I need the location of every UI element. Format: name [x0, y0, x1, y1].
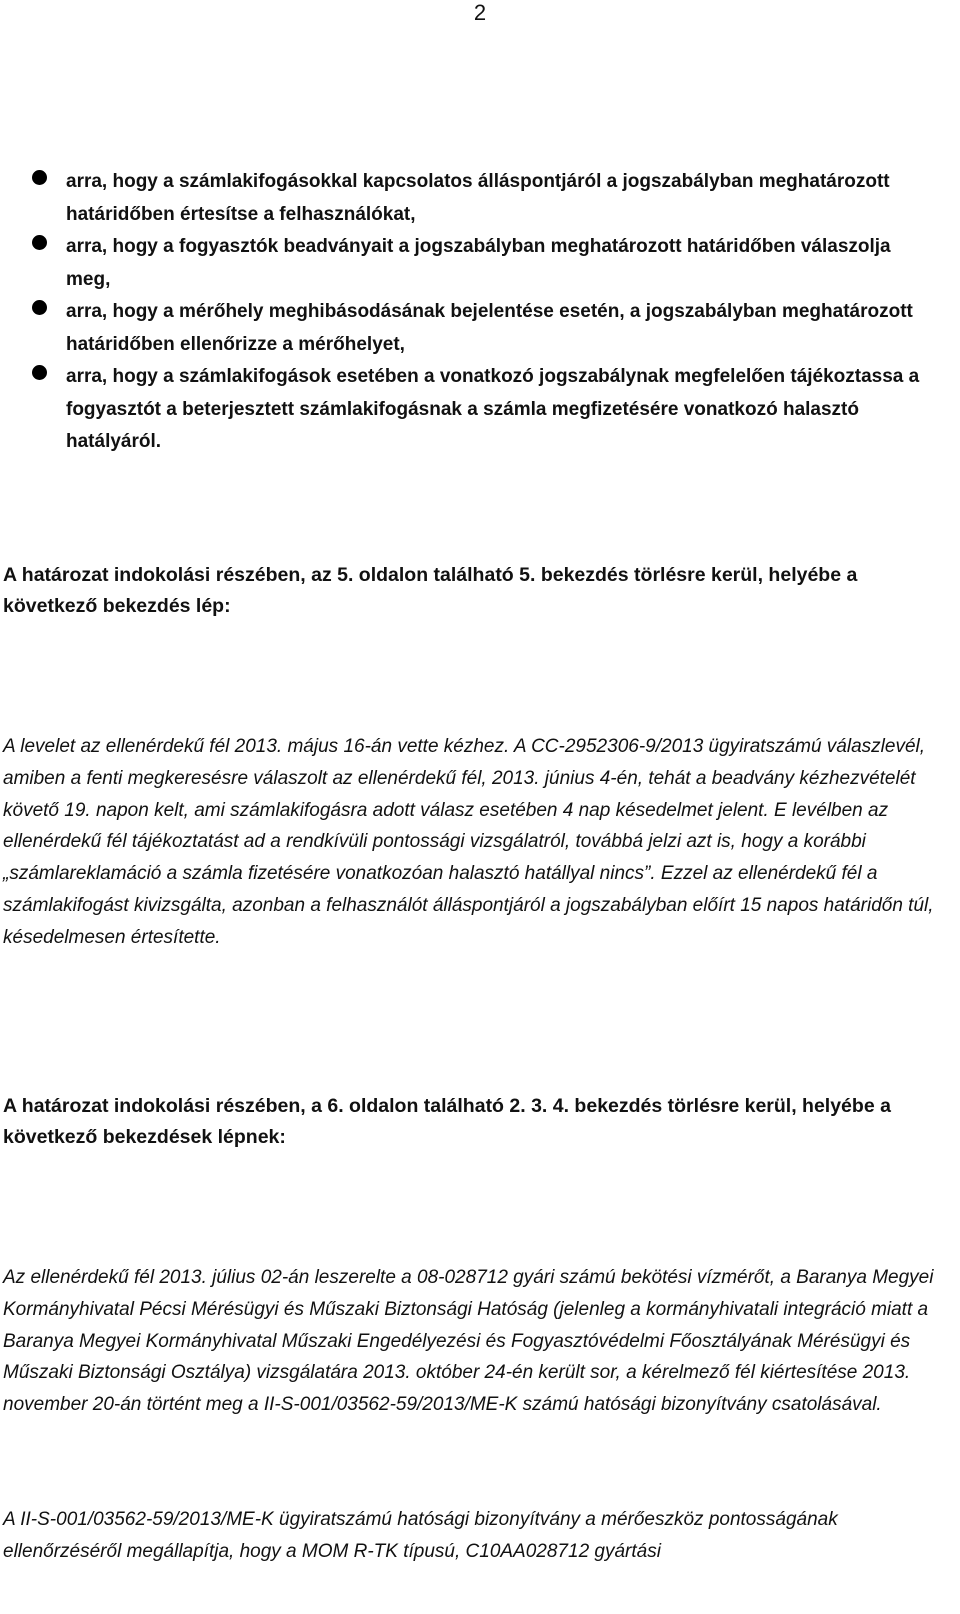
bullet-text: arra, hogy a számlakifogások esetében a vonatkozó jogszabálynak megfelelően tájékoztassa a fogyasztót a beterjesztett számlakifogásnak a számla megfizetésére vonatkozó halasztó hatályáról. [66, 366, 920, 452]
paragraph-3: A II-S-001/03562-59/2013/ME-K ügyiratszámú hatósági bizonyítvány a mérőeszköz pontosságának ellenőrzéséről megállapítja, hogy a MOM R-TK típusú, C10AA028712 gyártási [3, 1509, 838, 1562]
bullet-text: arra, hogy a számlakifogásokkal kapcsolatos álláspontjáról a jogszabályban meghatározott határidőben értesítse a felhasználókat, [66, 171, 890, 225]
section-heading-2: A határozat indokolási részében, a 6. oldalon található 2. 3. 4. bekezdés törlésre kerül, helyébe a következő bekezdések lépnek: [3, 1095, 891, 1148]
list-item [0, 296, 960, 361]
section-heading-1: A határozat indokolási részében, az 5. oldalon található 5. bekezdés törlésre kerül, helyébe a következő bekezdés lép: [3, 564, 858, 617]
list-item [0, 361, 960, 459]
bullet-icon [32, 300, 47, 315]
bullet-icon [32, 235, 47, 250]
bullet-icon [32, 170, 47, 185]
page-number: 2 [473, 0, 487, 25]
bullet-icon [32, 365, 47, 380]
bullet-text: arra, hogy a mérőhely meghibásodásának bejelentése esetén, a jogszabályban meghatározott határidőben ellenőrizze a mérőhelyet, [66, 301, 913, 355]
paragraph-1: A levelet az ellenérdekű fél 2013. május 16-án vette kézhez. A CC-2952306-9/2013 ügyiratszámú válaszlevél, amiben a fenti megkeresésre válaszolt az ellenérdekű fél, 2013. június 4-én, tehát a beadvány kézhezvételét követő 19. napon kelt, ami számlakifogásra adott válasz esetében 4 nap késedelmet jelent. E levélben az ellenérdekű fél tájékoztatást ad a rendkívüli pontossági vizsgálatról, továbbá jelzi azt is, hogy a korábbi „számlareklamáció a számla fizetésére vonatkozóan halasztó hatállyal nincs”. Ezzel az ellenérdekű fél a számlakifogást kivizsgálta, azonban a felhasználót álláspontjáról a jogszabályban előírt 15 napos határidőn túl, késedelmesen értesítette. [3, 736, 934, 948]
bullet-text: arra, hogy a fogyasztók beadványait a jogszabályban meghatározott határidőben válaszolja meg, [66, 236, 891, 290]
bullet-list [0, 166, 960, 459]
paragraph-2: Az ellenérdekű fél 2013. július 02-án leszerelte a 08-028712 gyári számú bekötési vízmérőt, a Baranya Megyei Kormányhivatal Pécsi Mérésügyi és Műszaki Biztonsági Hatóság (jelenleg a kormányhivatali integráció miatt a Baranya Megyei Kormányhivatal Műszaki Engedélyezési és Fogyasztóvédelmi Főosztályának Mérésügyi és Műszaki Biztonsági Osztálya) vizsgálatára 2013. október 24-én került sor, a kérelmező fél kiértesítése 2013. november 20-án történt meg a II-S-001/03562-59/2013/ME-K számú hatósági bizonyítvány csatolásával. [3, 1267, 934, 1416]
list-item [0, 166, 960, 231]
list-item [0, 231, 960, 296]
